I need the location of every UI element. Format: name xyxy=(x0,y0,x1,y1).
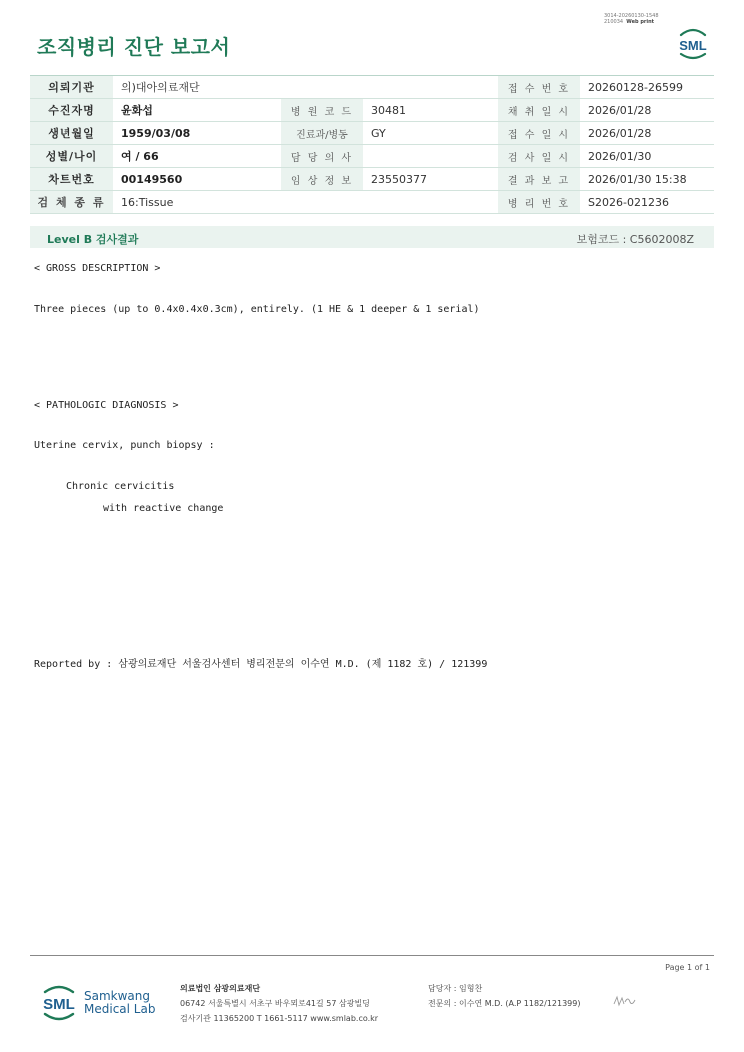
info-label: 담 당 의 사 xyxy=(281,145,363,168)
info-value: 1959/03/08 xyxy=(113,122,281,145)
info-row xyxy=(30,99,714,122)
diagnosis-line: with reactive change xyxy=(103,503,224,514)
info-value: 의)대아의료재단 xyxy=(113,76,498,99)
brand-line: Medical Lab xyxy=(84,1002,156,1016)
patient-info-table xyxy=(30,75,714,214)
info-value: 00149560 xyxy=(113,168,281,191)
sml-logo xyxy=(672,26,714,62)
diagnosis-line: Chronic cervicitis xyxy=(66,481,175,492)
diagnosis-header: < PATHOLOGIC DIAGNOSIS > xyxy=(34,400,179,411)
info-value: 2026/01/30 xyxy=(580,145,714,168)
level-bar xyxy=(30,226,714,248)
report-title: 조직병리 진단 보고서 xyxy=(37,35,231,59)
staff-label: 담당자 : xyxy=(428,984,457,993)
info-label: 임 상 정 보 xyxy=(281,168,363,191)
gross-text: Three pieces (up to 0.4x0.4x0.3cm), entirely. (1 HE & 1 deeper & 1 serial) xyxy=(34,304,480,315)
diagnosis-site: Uterine cervix, punch biopsy : xyxy=(34,440,215,451)
info-label: 접 수 번 호 xyxy=(498,76,580,99)
print-code-line: 3014-20260130-1548 xyxy=(604,13,659,19)
info-label: 검 사 일 시 xyxy=(498,145,580,168)
samkwang-logo xyxy=(37,982,81,1024)
signature xyxy=(612,994,638,1008)
footer-org xyxy=(180,981,378,1026)
info-row xyxy=(30,76,714,99)
page-number: Page 1 of 1 xyxy=(665,963,710,972)
print-code xyxy=(604,13,659,25)
info-value: 23550377 xyxy=(363,168,498,191)
info-label: 채 취 일 시 xyxy=(498,99,580,122)
info-label: 성별/나이 xyxy=(30,145,113,168)
info-label: 결 과 보 고 xyxy=(498,168,580,191)
org-name: 의료법인 삼광의료재단 xyxy=(180,984,261,993)
info-label: 진료과/병동 xyxy=(281,122,363,145)
specialist-label: 전문의 : xyxy=(428,999,457,1008)
org-address: 06742 서울특별시 서초구 바우뫼로41길 57 삼광빌딩 xyxy=(180,999,370,1008)
info-label: 병 리 번 호 xyxy=(498,191,580,214)
info-value xyxy=(363,145,498,168)
sml-logo-text: SML xyxy=(679,38,707,53)
info-value: 16:Tissue xyxy=(113,191,498,214)
info-value: 윤화섭 xyxy=(113,99,281,122)
reported-by: Reported by : 삼광의료재단 서울검사센터 병리전문의 이수연 M.D. (제 1182 호) / 121399 xyxy=(34,659,488,670)
gross-header: < GROSS DESCRIPTION > xyxy=(34,263,161,274)
samkwang-logo-text: SML xyxy=(43,996,75,1013)
info-value: S2026-021236 xyxy=(580,191,714,214)
info-value: 20260128-26599 xyxy=(580,76,714,99)
info-value: 2026/01/30 15:38 xyxy=(580,168,714,191)
info-label: 생년월일 xyxy=(30,122,113,145)
specialist-name: 이수연 M.D. (A.P 1182/121399) xyxy=(458,999,581,1008)
staff-name: 임형찬 xyxy=(458,984,483,993)
info-row xyxy=(30,168,714,191)
level-label: Level B 검사결과 xyxy=(47,233,139,246)
info-row xyxy=(30,145,714,168)
footer-staff xyxy=(428,981,580,1011)
info-label: 접 수 일 시 xyxy=(498,122,580,145)
info-value: 2026/01/28 xyxy=(580,122,714,145)
web-print-label: Web print xyxy=(626,19,655,25)
org-contact: 검사기관 11365200 T 1661-5117 www.smlab.co.kr xyxy=(180,1014,379,1023)
info-row xyxy=(30,122,714,145)
info-label: 검 체 종 류 xyxy=(30,191,113,214)
footer-brand xyxy=(84,990,155,1016)
info-row xyxy=(30,191,714,214)
brand-line: Samkwang xyxy=(84,989,150,1003)
info-label: 차트번호 xyxy=(30,168,113,191)
info-label: 병 원 코 드 xyxy=(281,99,363,122)
info-label: 의뢰기관 xyxy=(30,76,113,99)
footer-divider xyxy=(30,955,714,956)
info-label: 수진자명 xyxy=(30,99,113,122)
info-value: 2026/01/28 xyxy=(580,99,714,122)
insurance-code: 보험코드 : C5602008Z xyxy=(576,233,694,246)
info-value: GY xyxy=(363,122,498,145)
print-code-id: 210034 xyxy=(604,19,624,25)
info-value: 30481 xyxy=(363,99,498,122)
info-value: 여 / 66 xyxy=(113,145,281,168)
